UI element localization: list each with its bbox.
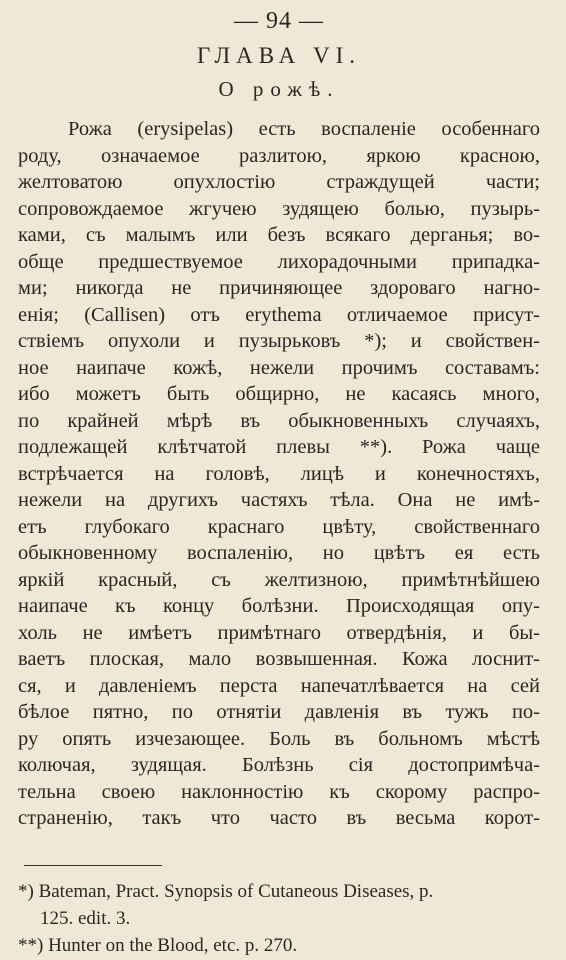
body-line: енія; (Callisen) отъ erythema отличаемое присут- <box>18 303 540 326</box>
body-line: ру опять изчезающее. Боль въ больномъ мѣстѣ <box>18 727 540 750</box>
body-line: етъ глубокаго краснаго цвѣту, свойственнаго <box>18 515 540 538</box>
body-line: сопровождаемое жгучею зудящею болью, пузырь- <box>18 197 540 220</box>
chapter-title: ГЛАВА VI. <box>196 43 362 68</box>
body-line: ся, и давленіемъ перста напечатлѣвается на сей <box>18 674 540 697</box>
footnote-1-continuation: 125. edit. 3. <box>40 907 131 929</box>
body-line: ибо можетъ быть общирно, не касаясь много, <box>18 383 540 405</box>
body-line: нежели на другихъ частяхъ тѣла. Она не имѣ- <box>18 489 540 511</box>
body-line: бѣлое пятно, по отнятіи давленія въ тужъ по- <box>18 701 540 723</box>
body-line: обще предшествуемое лихорадочными припадка- <box>18 250 540 273</box>
body-line: ми; никогда не причиняющее здороваго нагно- <box>18 277 540 299</box>
footnote-1: *) Bateman, Pract. Synopsis of Cutaneous Diseases, p. <box>18 880 434 902</box>
body-line: роду, означаемое разлитою, яркою красною, <box>18 144 540 167</box>
body-line: ваетъ плоская, мало возвышенная. Кожа лоснит- <box>18 648 540 670</box>
body-line: обыкновенному воспаленію, но цвѣтъ ея есть <box>18 542 540 564</box>
body-line: ками, съ малымъ или безъ всякаго дерганья; во- <box>18 224 540 246</box>
body-line: ствіемъ опухоли и пузырьковъ *); и свойствен- <box>18 330 540 352</box>
body-line: подлежащей клѣтчатой плевы **). Рожа чаще <box>18 436 540 458</box>
page-number: — 94 — <box>234 8 324 34</box>
body-line: по крайней мѣрѣ въ обыкновенныхъ случаяхъ, <box>18 409 540 432</box>
footnote-divider <box>24 865 162 866</box>
body-line: тельна своею наклонностію къ скорому распро- <box>18 780 540 803</box>
body-line: колючая, зудящая. Болѣзнь сія достопримѣча- <box>18 754 540 776</box>
body-line: яркій красный, съ желтизною, примѣтнѣйшею <box>18 568 540 591</box>
body-line: холь не имѣетъ примѣтнаго отвердѣнія, и бы- <box>18 621 540 644</box>
body-line: желтоватою опухлостію страждущей части; <box>18 171 540 193</box>
footnotes <box>18 878 540 959</box>
body-line: Рожа (erysipelas) есть воспаленіе особеннаго <box>68 118 540 140</box>
body-text <box>18 116 540 832</box>
body-line: наипаче къ концу болѣзни. Происходящая опу- <box>18 595 540 617</box>
footnote-2: **) Hunter on the Blood, etc. p. 270. <box>18 934 298 956</box>
section-title: О рожѣ. <box>218 77 340 101</box>
body-line: встрѣчается на головѣ, лицѣ и конечностяхъ, <box>18 462 540 485</box>
body-line: ное наипаче кожѣ, нежели прочимъ составамъ: <box>18 356 540 379</box>
body-line: страненію, такъ что часто въ весьма корот- <box>18 807 540 829</box>
